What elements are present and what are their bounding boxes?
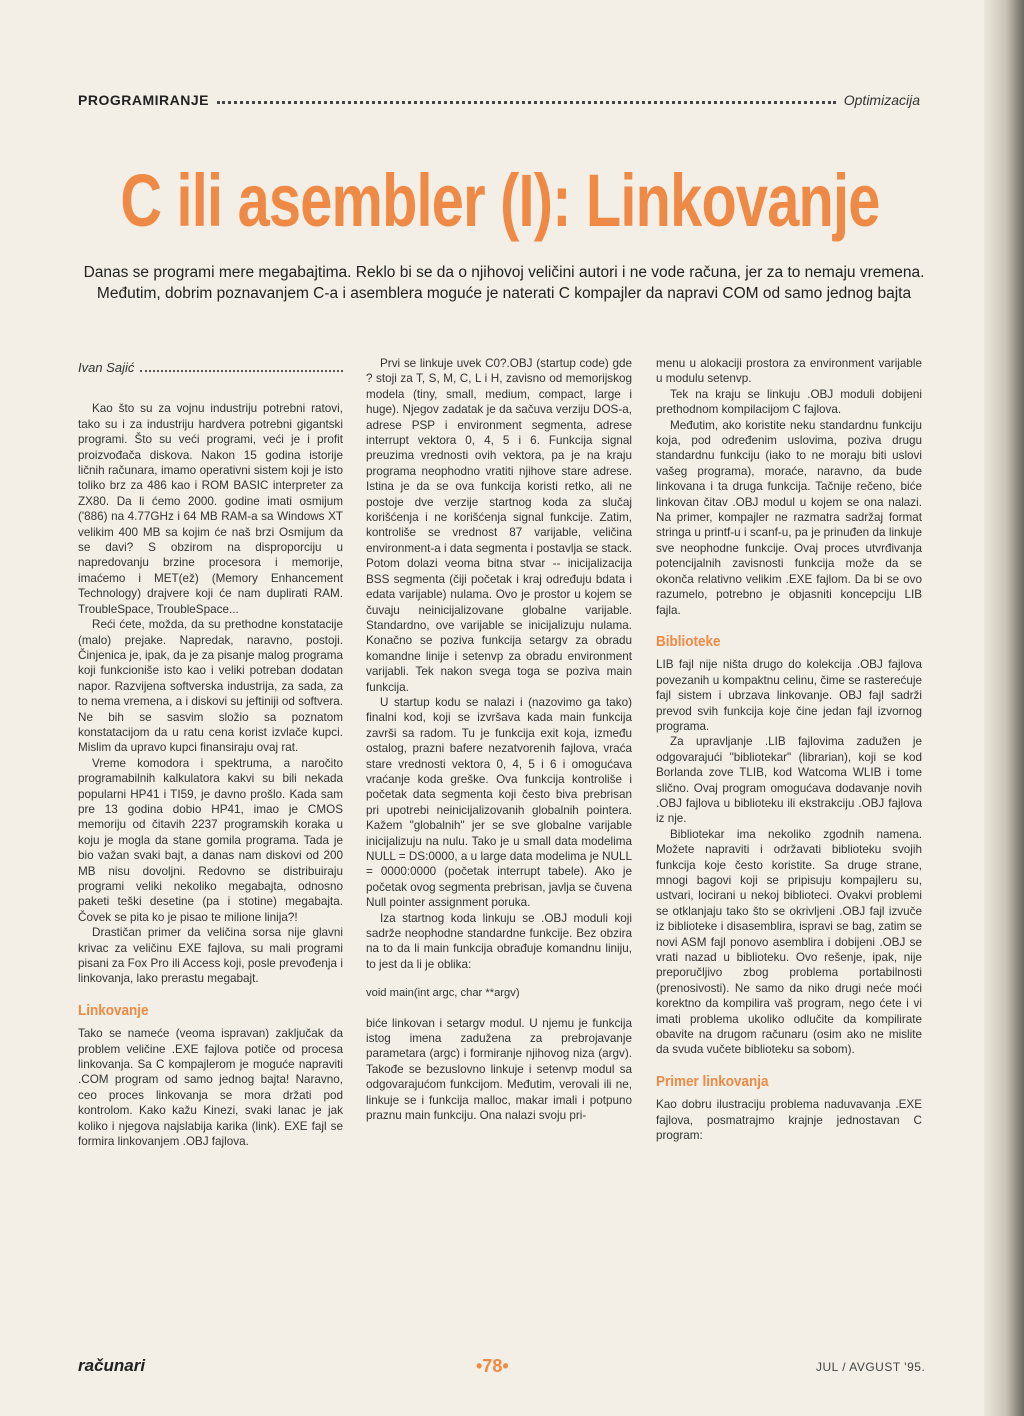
running-header xyxy=(78,86,920,108)
author-name: Ivan Sajić xyxy=(78,360,135,375)
subheading-primer-linkovanja: Primer linkovanja xyxy=(656,1072,769,1090)
paragraph: Iza startnog koda linkuju se .OBJ moduli koji sadrže neophodne standardne funkcije. Bez obzira na to da li main funkcija obrađuje komandnu liniju, to jest da li je oblika: xyxy=(366,911,632,971)
column-2 xyxy=(366,356,632,1124)
section-label: PROGRAMIRANJE xyxy=(78,92,209,108)
page-binding-shadow xyxy=(984,0,1024,1416)
column-3 xyxy=(656,356,922,1144)
page-number: •78• xyxy=(476,1356,509,1376)
paragraph: biće linkovan i setargv modul. U njemu je funkcija istog imena zadužena za prebrojavanje parametara (argc) i formiranje njihovog niza (argv). Takođe se bezuslovno linkuje i setenvp modul sa odgovarajućom funkcijom. Međutim, verovali ili ne, linkuje se i funkcija malloc, makar imali i potpuno praznu main funkciju. Ona nalazi svoju pri- xyxy=(366,1016,632,1123)
issue-date: JUL / AVGUST '95. xyxy=(816,1360,926,1374)
topic-label: Optimizacija xyxy=(843,92,920,108)
code-snippet: void main(int argc, char **argv) xyxy=(366,987,520,1000)
subheading-linkovanje: Linkovanje xyxy=(78,1001,149,1019)
paragraph: Tek na kraju se linkuju .OBJ moduli dobijeni prethodnom kompilacijom C fajlova. xyxy=(656,387,922,417)
header-dot-leader xyxy=(217,101,836,104)
paragraph: menu u alokaciji prostora za environment varijable u modulu setenvp. xyxy=(656,357,922,386)
paragraph: Tako se nameće (veoma ispravan) zaključak da problem veličine .EXE fajlova potiče od procesa linkovanja. Sa C kompajlerom je moguće napraviti .COM program od samo jednog bajta! Naravno, ceo proces linkovanja se mora držati pod kontrolom. Kako kažu Kinezi, svaki lanac je jak koliko i njegova najslabija karika (link). EXE fajl se formira linkovanjem .OBJ fajlova. xyxy=(78,1027,343,1149)
paragraph: Prvi se linkuje uvek C0?.OBJ (startup code) gde ? stoji za T, S, M, C, L i H, zavisno od memorijskog modela (tiny, small, medium, compact, large i huge). Njegov zadatak je da sačuva verziju DOS-a, adrese PSP i environment segmenta, adrese interrupt vektora 0, 4, 5 i 6. Funkcija signal preuzima vrednosti ovih vektora, pa je na kraju programa neophodno vratiti njihove stare adrese. Istina je da se ova funkcija koristi retko, ali ne postoje dve verzije startnog koda za slučaj korišćenja i ne korišćenja signal funkcije. Zatim, kontroliše se vrednost 87 varijable, veličina environment-a i data segmenta i postavlja se stack. Potom dolazi veoma bitna stvar -- inicijalizacija BSS segmenta (čiji početak i kraj određuju bdata i edata varijable) nulama. Ovo je prostor u kojem se čuvaju neinicijalizovane globalne varijable. Standardno, ove varijable se inicijalizuju nulama. Konačno se poziva funkcija setargv za obradu komandne linije i setenvp za obradu environment varijabli. Tek nakon svega toga se poziva main funkcija. xyxy=(366,357,632,694)
paragraph: Drastičan primer da veličina sorsa nije glavni krivac za veličinu EXE fajlova, su mali programi pisani za Fox Pro ili Access koji, posle prevođenja i linkovanja, lako prerastu megabajt. xyxy=(78,926,343,986)
article-lead: Danas se programi mere megabajtima. Reklo bi se da o njihovoj veličini autori i ne vode računa, jer za to nemaju vremena. Međutim, dobrim poznavanjem C-a i asemblera moguće je naterati C kompajler da napravi COM od samo jednog bajta xyxy=(83,264,925,302)
paragraph: Za upravljanje .LIB fajlovima zadužen je odgovarajući "bibliotekar" (librarian), koji se kod Borlanda zove TLIB, kod Watcoma WLIB i tome slično. Ovaj program omogućava dodavanje novih .OBJ fajlova u biblioteku ili ekstrakciju .OBJ fajlova iz nje. xyxy=(656,735,922,826)
paragraph: Reći ćete, možda, da su prethodne konstatacije (malo) prejake. Napredak, naravno, postoji. Činjenica je, ipak, da je za pisanje malog programa koji funkcioniše isto kao i veliki potreban dodatan napor. Razvijena softverska industrija, za sada, za to nema vremena, a i diskovi su jeftiniji od softvera. Ne bih se sasvim složio sa poznatom konstatacijom da u ratu cena korist izvlače kupci. Mislim da upravo kupci finansiraju ovaj rat. xyxy=(78,618,343,755)
subheading-biblioteke: Biblioteke xyxy=(656,632,721,650)
author-byline xyxy=(78,360,343,375)
paragraph: Međutim, ako koristite neku standardnu funkciju koja, pod određenim uslovima, poziva drugu standardnu funkciju (iako to ne moraju biti uslovi vašeg programa), moraće, naravno, da bude linkovana i ta druga funkcija. Tačnije rečeno, biće linkovan čitav .OBJ modul u kojem se ona nalazi. Na primer, kompajler ne razmatra sadržaj format stringa u printf-u i scanf-u, pa je prinuđen da linkuje sve neophodne funkcije. Ovaj proces utvrđivanja potencijalnih zavisnosti funkcija može da se okonča relativno velikim .EXE fajlom. Da bi se ovo razumelo, potrebno je objasniti koncepciju LIB fajla. xyxy=(656,418,922,617)
paragraph: Bibliotekar ima nekoliko zgodnih namena. Možete napraviti i održavati biblioteku svojih funkcija koje često koristite. Sa druge strane, mnogi bagovi koji se pripisuju kompajleru su, ustvari, locirani u nekoj biblioteci. Ovakvi problemi se otklanjaju tako što se okrivljeni .OBJ fajl izvuče iz biblioteke i disasemblira, ispravi se bag, zatim se novi ASM fajl ponovo asemblira i dobijeni .OBJ se vrati nazad u biblioteku. Ovo rešenje, ipak, nije preporučljivo zbog problema portabilnosti (prenosivosti). Ne samo da niko drugi neće moći korektno da kompilira vaš program, nego ćete i vi imati problema ukoliko odlučite da kompilirate obavite na drugom računaru (osim ako ne mislite da svuda vučete biblioteku sa sobom). xyxy=(656,827,922,1057)
magazine-name: računari xyxy=(78,1356,146,1375)
paragraph: LIB fajl nije ništa drugo do kolekcija .OBJ fajlova povezanih u kompaktnu celinu, čime se rasterećuje fajl sistem i ubrzava linkovanje. OBJ fajl sadrži prevod svih funkcija koje čine jedan fajl izvornog programa. xyxy=(656,658,922,733)
paragraph: Kao dobru ilustraciju problema naduvavanja .EXE fajlova, posmatrajmo krajnje jednostavan C program: xyxy=(656,1098,922,1143)
paragraph: Kao što su za vojnu industriju potrebni ratovi, tako su i za industriju hardvera potrebni gigantski programi. Što su veći programi, veći je i profit proizvođača diskova. Nakon 15 godina istorije ličnih računara, imamo operativni sistem koji je isto toliko brz za 486 kao i ROM BASIC interpreter za ZX80. Da li ćemo 2000. godine imati osmijum ('886) na 4.77GHz i 64 MB RAM-a sa Windows XT velikim 400 MB sa kojim će naš brzi Osmijum da se davi? S obzirom na disproporciju u napredovanju brzine procesora i memorije, imaćemo i MET(ež) (Memory Enhancement Technology) drajvere koji će nam duplirati RAM. TroubleSpace, TroubleSpace... xyxy=(78,402,343,616)
article-title: C ili asembler (I): Linkovanje xyxy=(120,159,880,242)
paragraph: Vreme komodora i spektruma, a naročito programabilnih kalkulatora kakvi su bili nekada popularni HP41 i TI59, je davno prošlo. Kada sam pre 13 godina dobio HP41, imao je CMOS memoriju od čitavih 2237 programskih koraka u koju je mogla da stane gomila programa. Tada je bio važan svaki bajt, a danas nam diskovi od 200 MB nisu dovoljni. Redovno se distribuiraju programi veliki nekoliko megabajta, odnosno paketi teški desetine (pa i stotine) megabajta. Čovek se pita ko je pisao te milione linija?! xyxy=(78,756,343,924)
paragraph: U startup kodu se nalazi i (nazovimo ga tako) finalni kod, koji se izvršava kada main funkcija završi sa radom. Tu je funkcija exit koja, između ostalog, prazni bafere nezatvorenih fajlova, vraća stare vrednosti vektora 0, 4, 5 i 6 i omogućava vraćanje koda greške. Ova funkcija kontroliše i početak data segmenta koji često biva prebrisan pri upotrebi neinicijalizovanih globalnih pointera. Kažem "globalnih" jer se sve globalne varijable inicijalizuju na nulu. Tako je u small data modelima NULL = DS:0000, a u large data modelima je NULL = 0000:0000 (početak interrupt tabele). Ako je početak ovog segmenta prebrisan, javlja se čuvena Null pointer assignment poruka. xyxy=(366,695,632,910)
byline-dot-leader xyxy=(140,370,343,372)
column-1 xyxy=(78,356,343,1150)
